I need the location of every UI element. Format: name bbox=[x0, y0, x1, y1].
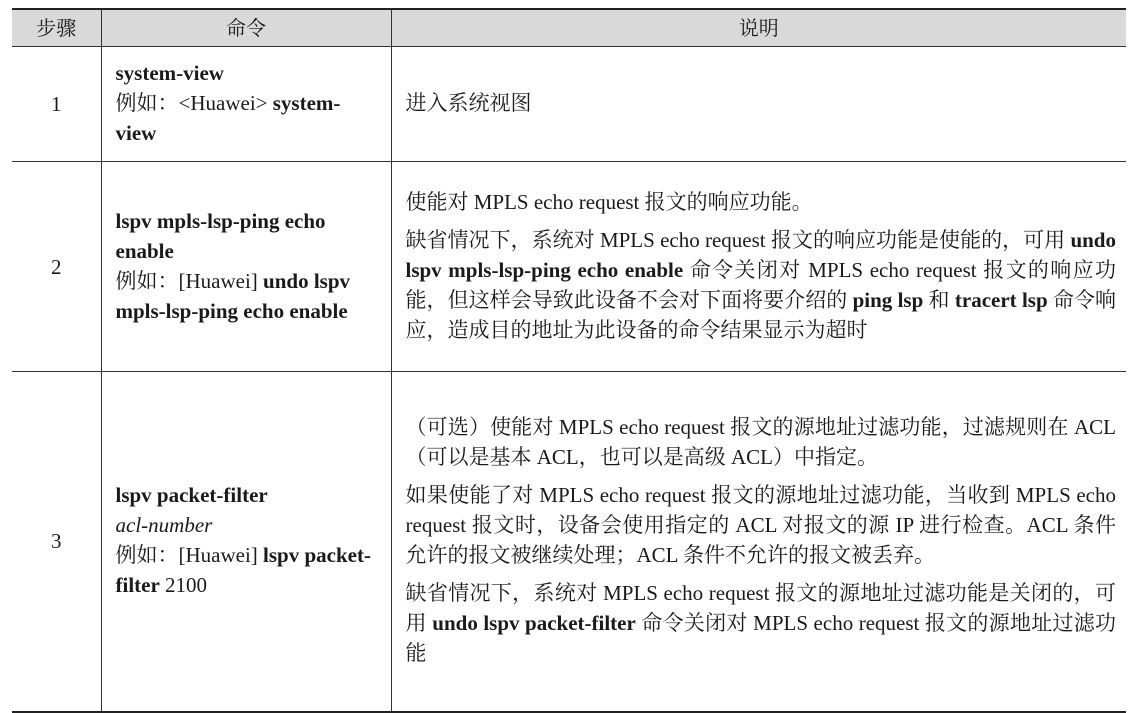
inline-command: undo lspv packet-filter bbox=[432, 611, 636, 636]
description-text: （可选）使能对 MPLS echo request 报文的源地址过滤功能，过滤规则在 ACL（可以是基本 ACL，也可以是高级 ACL）中指定。 bbox=[405, 415, 1116, 470]
header-description: 说明 bbox=[391, 9, 1126, 47]
text-run: 缺省情况下，系统对 MPLS echo request 报文的响应功能是使能的，可用 bbox=[405, 227, 1071, 252]
example-prefix: 例如：<Huawei> bbox=[115, 91, 273, 115]
header-row bbox=[12, 9, 1126, 47]
step-number: 3 bbox=[12, 372, 101, 712]
table-row bbox=[12, 372, 1126, 712]
command-table bbox=[12, 8, 1126, 713]
text-run: 命令关闭对 MPLS echo request 报文的源地址过滤功能 bbox=[405, 611, 1116, 666]
inline-command: tracert lsp bbox=[954, 287, 1048, 312]
command-cell bbox=[101, 372, 391, 712]
description-text: 进入系统视图 bbox=[405, 91, 532, 115]
text-run: 命令响应，造成目的地址为此设备的命令结果显示为超时 bbox=[405, 287, 1117, 342]
description-text: 使能对 MPLS echo request 报文的响应功能。 bbox=[405, 189, 813, 214]
command-cell bbox=[101, 162, 391, 372]
text-run: 和 bbox=[923, 287, 955, 312]
command-text: lspv packet-filter bbox=[115, 483, 268, 508]
command-cell bbox=[101, 47, 391, 162]
table-row bbox=[12, 162, 1126, 372]
step-number: 2 bbox=[12, 162, 101, 372]
command-example bbox=[116, 540, 379, 600]
example-command: system-view bbox=[115, 91, 341, 145]
description-cell bbox=[391, 372, 1126, 712]
inline-command: undo lspv mpls-lsp-ping echo enable bbox=[405, 227, 1116, 282]
description-text bbox=[406, 578, 1117, 668]
inline-command: ping lsp bbox=[852, 287, 924, 312]
description-cell bbox=[391, 162, 1126, 372]
command-text: system-view bbox=[115, 61, 224, 85]
text-run: 命令关闭对 MPLS echo request 报文的响应功能，但这样会导致此设备不会对下面将要介绍的 bbox=[405, 257, 1116, 312]
step-number: 1 bbox=[12, 47, 101, 162]
description-cell bbox=[391, 47, 1126, 162]
command-example bbox=[116, 266, 379, 326]
argument-text: acl-number bbox=[115, 513, 213, 538]
example-prefix: 例如：[Huawei] bbox=[115, 543, 264, 568]
example-command: lspv packet-filter bbox=[115, 543, 371, 598]
command-text: lspv mpls-lsp-ping echo enable bbox=[115, 208, 326, 263]
text-run: 缺省情况下，系统对 MPLS echo request 报文的源地址过滤功能是关闭的，可用 bbox=[405, 581, 1116, 636]
header-command: 命令 bbox=[101, 9, 391, 47]
example-command: undo lspv mpls-lsp-ping echo enable bbox=[115, 268, 351, 323]
example-suffix: 2100 bbox=[159, 573, 208, 598]
command-argument bbox=[116, 510, 379, 540]
table-row bbox=[12, 47, 1126, 162]
header-step: 步骤 bbox=[12, 9, 101, 47]
description-text: 如果使能了对 MPLS echo request 报文的源地址过滤功能，当收到 MPLS echo request 报文时，设备会使用指定的 ACL 对报文的源 IP 进行检查。ACL 条件允许的报文被继续处理；ACL 条件不允许的报文被丢弃。 bbox=[405, 483, 1116, 568]
description-text bbox=[406, 225, 1117, 345]
table-header bbox=[12, 9, 1126, 47]
example-prefix: 例如：[Huawei] bbox=[115, 268, 264, 293]
command-example bbox=[116, 88, 379, 148]
